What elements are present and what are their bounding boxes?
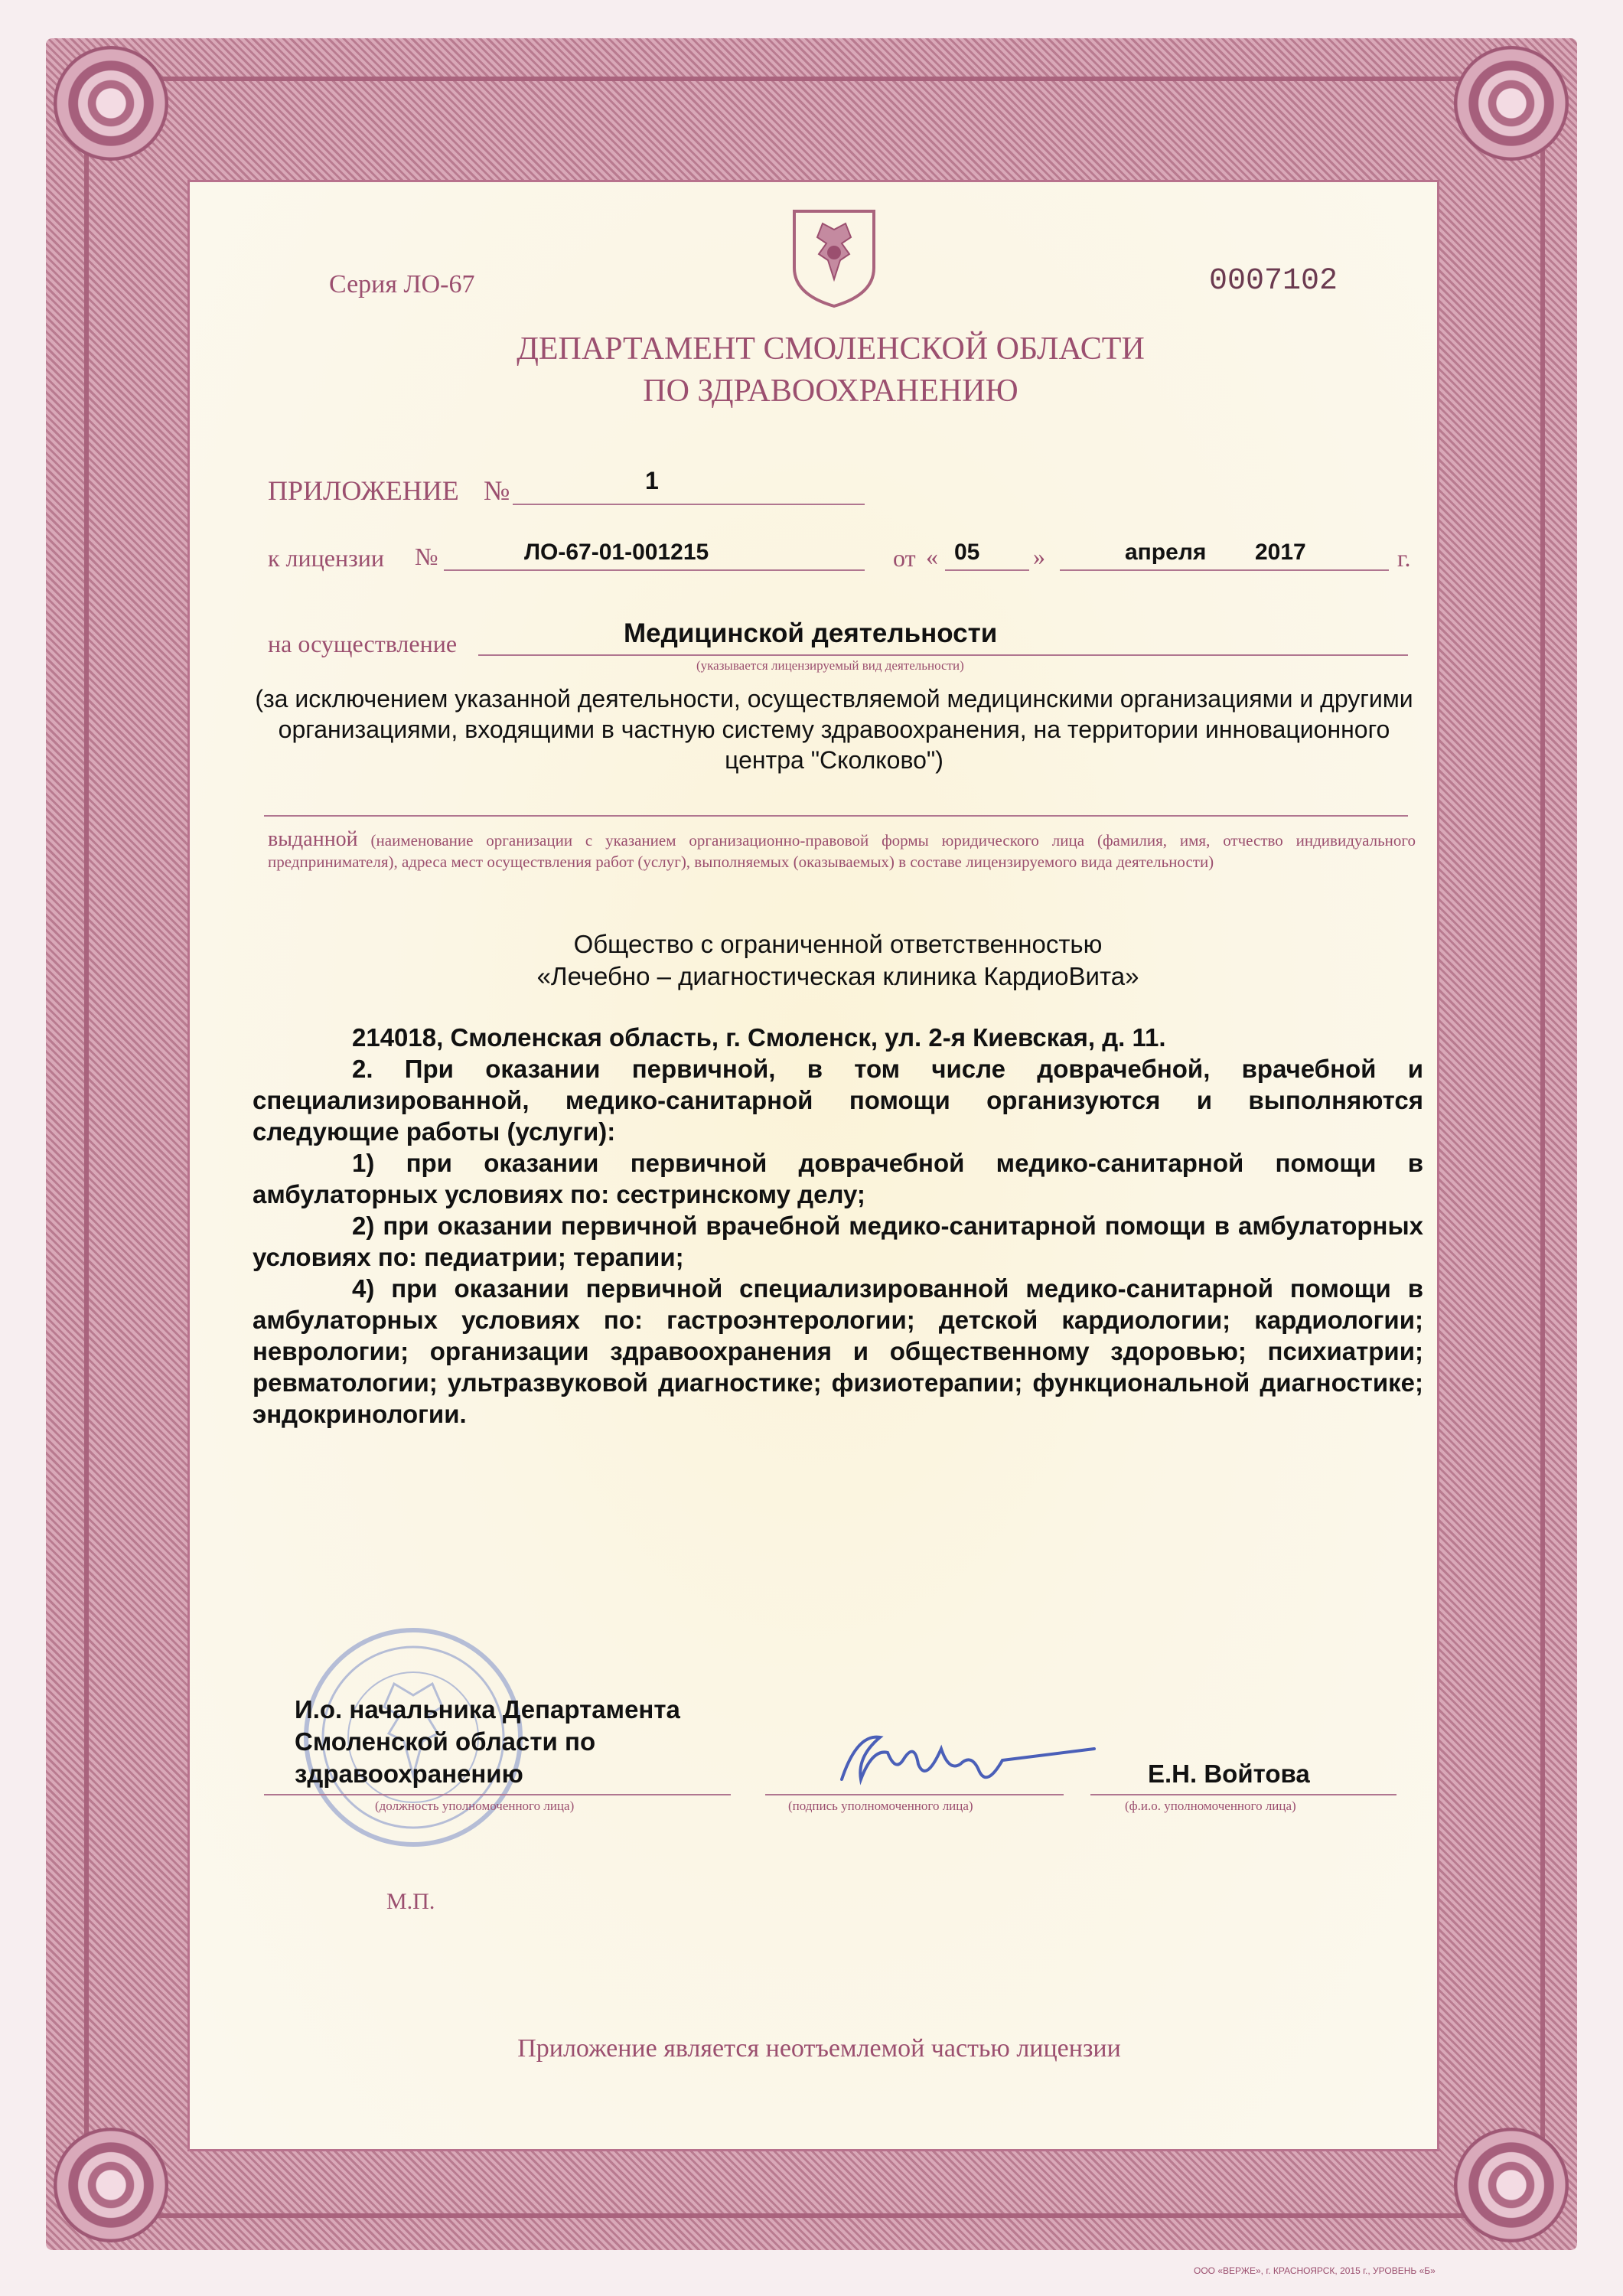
appendix-number: 1 bbox=[645, 467, 659, 494]
paragraph-2-4: 4) при оказании первичной специализированной медико-санитарной помощи в амбулаторных условиях по: гастроэнтерологии; детской кардиологии; кардиологии; неврологии; организации здравоохранения и общественному здоровью; психиатрии; ревматологии; ультразвуковой диагностике; физиотерапии; функциональной диагностике; эндокринологии. bbox=[253, 1274, 1423, 1428]
activity-label: на осуществление bbox=[268, 630, 458, 657]
license-year-suffix: г. bbox=[1397, 544, 1411, 572]
signer-name: Е.Н. Войтова bbox=[1148, 1760, 1310, 1788]
department-title-line2: ПО ЗДРАВООХРАНЕНИЮ bbox=[643, 373, 1018, 409]
paragraph-2-2: 2) при оказании первичной врачебной медико-санитарной помощи в амбулаторных условиях по: педиатрии; терапии; bbox=[253, 1212, 1423, 1271]
activity-caption: (указывается лицензируемый вид деятельности) bbox=[696, 658, 964, 673]
appendix-number-line bbox=[513, 504, 865, 505]
issued-block bbox=[268, 829, 1416, 872]
signer-position-line2: Смоленской области по bbox=[295, 1727, 596, 1756]
corner-rosette-icon bbox=[1454, 46, 1569, 161]
license-year: 2017 bbox=[1255, 540, 1306, 565]
paragraph-2-1: 1) при оказании первичной доврачебной медико-санитарной помощи в амбулаторных условиях по: сестринскому делу; bbox=[253, 1149, 1423, 1208]
department-title-line1: ДЕПАРТАМЕНТ СМОЛЕНСКОЙ ОБЛАСТИ bbox=[517, 331, 1145, 367]
signature-caption: (подпись уполномоченного лица) bbox=[788, 1799, 973, 1813]
signer-position-line1: И.о. начальника Департамента bbox=[295, 1695, 680, 1724]
license-label: к лицензии bbox=[268, 544, 384, 572]
appendix-label: ПРИЛОЖЕНИЕ bbox=[268, 475, 459, 506]
printer-imprint: ООО «ВЕРЖЕ», г. КРАСНОЯРСК, 2015 г., УРОВЕНЬ «Б» bbox=[1194, 2265, 1436, 2276]
name-line bbox=[1090, 1794, 1396, 1795]
position-caption: (должность уполномоченного лица) bbox=[375, 1799, 575, 1813]
activity-line bbox=[478, 654, 1408, 656]
signature-line bbox=[765, 1794, 1064, 1795]
address: 214018, Смоленская область, г. Смоленск, ул. 2-я Киевская, д. 11. bbox=[352, 1023, 1166, 1052]
license-number: ЛО-67-01-001215 bbox=[524, 540, 709, 565]
corner-rosette-icon bbox=[1454, 2128, 1569, 2242]
corner-rosette-icon bbox=[54, 46, 168, 161]
paragraph-2: 2. При оказании первичной, в том числе доврачебной, врачебной и специализированной, медико-санитарной помощи организуются и выполняются следующие работы (услуги): bbox=[253, 1055, 1423, 1146]
form-number: 0007102 bbox=[1209, 264, 1338, 298]
footer-note: Приложение является неотъемлемой частью лицензии bbox=[517, 2034, 1121, 2063]
organization-name: «Лечебно – диагностическая клиника КардиоВита» bbox=[536, 962, 1139, 990]
activity-value: Медицинской деятельности bbox=[624, 618, 998, 648]
license-number-sign: № bbox=[415, 543, 438, 570]
license-month-line bbox=[1060, 569, 1389, 571]
license-month: апреля bbox=[1125, 540, 1207, 565]
handwritten-signature-icon bbox=[826, 1718, 1102, 1802]
license-day-line bbox=[945, 569, 1029, 571]
appendix-number-sign: № bbox=[484, 475, 510, 506]
series-label: Серия ЛО-67 bbox=[329, 270, 475, 298]
position-line bbox=[264, 1794, 731, 1795]
issued-label: выданной bbox=[268, 827, 358, 851]
license-number-line bbox=[444, 569, 865, 571]
license-day: 05 bbox=[954, 540, 980, 565]
services-body bbox=[253, 1022, 1423, 1430]
issued-top-line bbox=[264, 815, 1408, 817]
license-quote-close: » bbox=[1033, 543, 1045, 570]
organization-form: Общество с ограниченной ответственностью bbox=[573, 930, 1103, 958]
activity-exclusion: (за исключением указанной деятельности, осуществляемой медицинскими организациями и другими организациями, входящими в частную систему здравоохранения, на территории инновационного центра "Сколково") bbox=[255, 685, 1413, 774]
license-quote-open: « bbox=[926, 543, 938, 570]
name-caption: (ф.и.о. уполномоченного лица) bbox=[1125, 1799, 1296, 1813]
license-from-label: от bbox=[893, 544, 916, 572]
signer-position-line3: здравоохранению bbox=[295, 1760, 523, 1788]
corner-rosette-icon bbox=[54, 2128, 168, 2242]
issued-caption: (наименование организации с указанием организационно-правовой формы юридического лица (фамилия, имя, отчество индивидуального предпринимателя), адреса мест осуществления работ (услуг), выполняемых (оказываемых) в составе лицензируемого вида деятельности) bbox=[268, 831, 1416, 871]
coat-of-arms-icon bbox=[788, 207, 880, 310]
seal-place-label: М.П. bbox=[386, 1889, 435, 1914]
